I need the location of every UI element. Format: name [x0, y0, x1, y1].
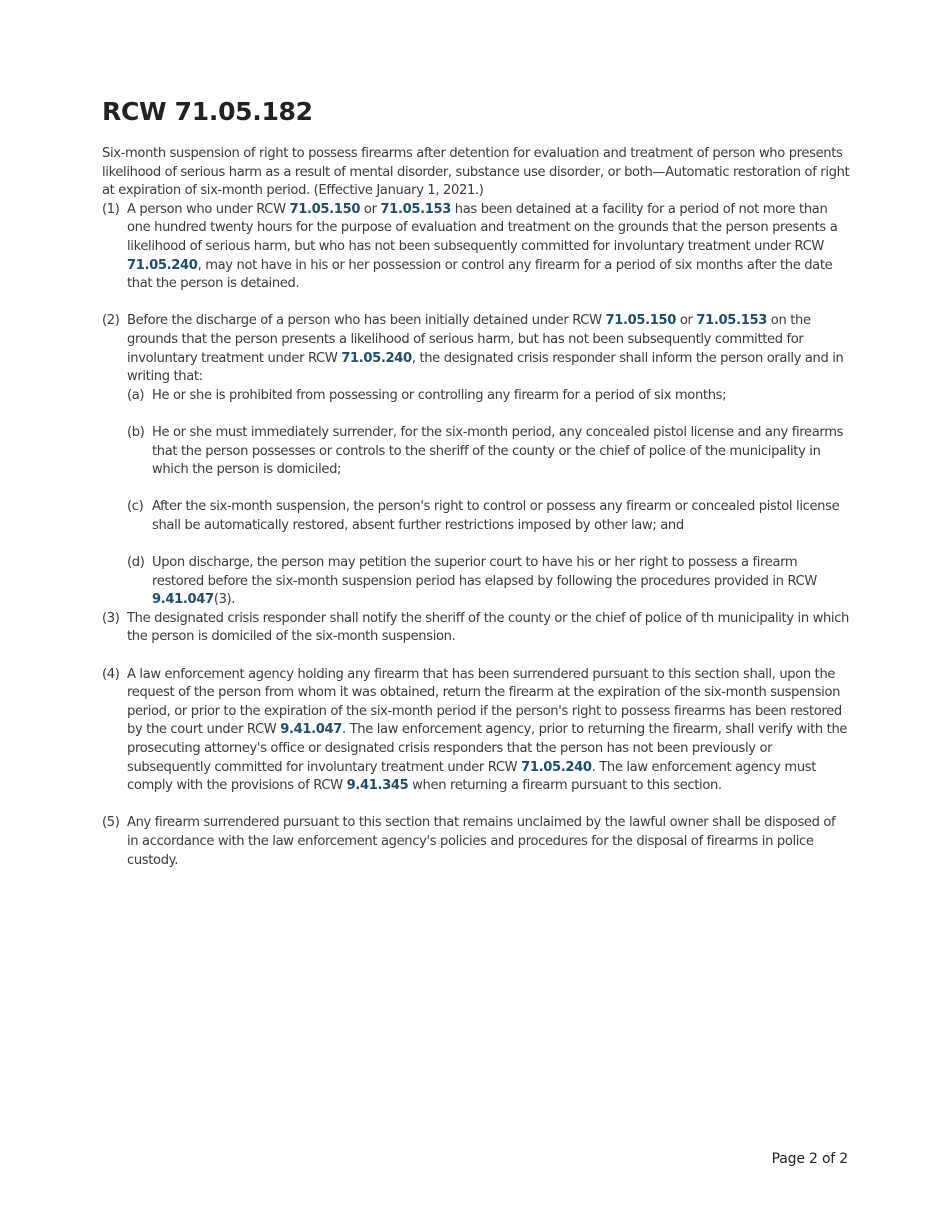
rcw-link-9-41-047[interactable]: 9.41.047: [280, 722, 343, 738]
rcw-link-9-41-345[interactable]: 9.41.345: [346, 778, 409, 794]
item-text: After the six-month suspension, the person's right to control or possess any firearm or concealed pistol license shall be automatically restored, absent further restrictions imposed by other law; and: [152, 499, 840, 533]
page-title: RCW 71.05.182: [102, 97, 313, 126]
item-letter: (a): [127, 387, 145, 403]
subsection-2d: [127, 554, 850, 610]
subsection-4: [102, 666, 850, 796]
rcw-link-71-05-240[interactable]: 71.05.240: [341, 350, 412, 366]
document-page: [102, 96, 850, 870]
rcw-link-71-05-153[interactable]: 71.05.153: [380, 201, 451, 217]
subsection-3: [102, 610, 850, 647]
subsection-body: A person who under RCW 71.05.150 or 71.05.153 has been detained at a facility for a period of not more than one hundred twenty hours for the purpose of evaluation and treatment on the grounds that the person presents a likelihood of serious harm, but who has not been subsequently committed for involuntary treatment under RCW 71.05.240, may not have in his or her possession or control any firearm for a period of six months after the date that the person is detained.: [127, 201, 838, 292]
subsection-2: [102, 312, 850, 610]
subsection-number: (1): [102, 201, 120, 217]
subsection-number: (3): [102, 610, 120, 626]
subsection-number: (2): [102, 313, 120, 329]
section-caption: Six-month suspension of right to possess firearms after detention for evaluation and treatment of person who presents likelihood of serious harm as a result of mental disorder, substance use disorder, or both—Automatic restoration of right at expiration of six-month period. (Effective January 1, 2021.): [102, 146, 850, 199]
subsection-text: Before the discharge of a person who has been initially detained under RCW 71.05.150 or 71.05.153 on the grounds that the person presents a likelihood of serious harm, but has not been subsequently committed for involuntary treatment under RCW 71.05.240, the designated crisis responder shall inform the person orally and in writing that:: [127, 313, 844, 385]
subsection-2a: [127, 387, 850, 406]
rcw-link-71-05-240[interactable]: 71.05.240: [521, 759, 592, 775]
subsection-2c: [127, 498, 850, 535]
item-text: He or she must immediately surrender, for the six-month period, any concealed pistol license and any firearms that the person possesses or controls to the sheriff of the county or the chief of police of the municipality in which the person is domiciled;: [152, 424, 844, 478]
subsection-body: Any firearm surrendered pursuant to this section that remains unclaimed by the lawful owner shall be disposed of in accordance with the law enforcement agency's policies and procedures for the disposal of firearms in police custody.: [127, 815, 836, 868]
subsection-1: [102, 201, 850, 294]
rcw-link-71-05-153[interactable]: 71.05.153: [696, 313, 767, 329]
item-text: Upon discharge, the person may petition the superior court to have his or her right to possess a firearm restored before the six-month suspension period has elapsed by following the procedures provided in RCW 9.41.047(3).: [152, 555, 817, 608]
rcw-link-71-05-240[interactable]: 71.05.240: [127, 257, 198, 273]
rcw-link-9-41-047[interactable]: 9.41.047: [152, 592, 214, 608]
rcw-link-71-05-150[interactable]: 71.05.150: [289, 201, 361, 217]
subsection-5: [102, 814, 850, 870]
subsection-body: The designated crisis responder shall notify the sheriff of the county or the chief of police of th municipality in which the person is domiciled of the six-month suspension.: [127, 610, 849, 645]
item-letter: (c): [127, 499, 144, 515]
subsection-2b: [127, 424, 850, 480]
subsection-number: (5): [102, 815, 120, 831]
subsection-body: [127, 312, 850, 610]
item-letter: (b): [127, 424, 145, 440]
rcw-link-71-05-150[interactable]: 71.05.150: [605, 313, 677, 329]
subsection-number: (4): [102, 666, 120, 682]
subsection-body: A law enforcement agency holding any firearm that has been surrendered pursuant to this section shall, upon the request of the person from whom it was obtained, return the firearm at the expiration of the six-month suspension period, or prior to the expiration of the six-month period if the person's right to possess firearms has been restored by the court under RCW 9.41.047. The law enforcement agency, prior to returning the firearm, shall verify with the prosecuting attorney's office or designated crisis responders that the person has not been previously or subsequently committed for involuntary treatment under RCW 71.05.240. The law enforcement agency must comply with the provisions of RCW 9.41.345 when returning a firearm pursuant to this section.: [127, 666, 848, 794]
item-text: He or she is prohibited from possessing or controlling any firearm for a period of six months;: [152, 387, 727, 403]
item-letter: (d): [127, 555, 145, 571]
page-number: Page 2 of 2: [771, 1151, 848, 1167]
